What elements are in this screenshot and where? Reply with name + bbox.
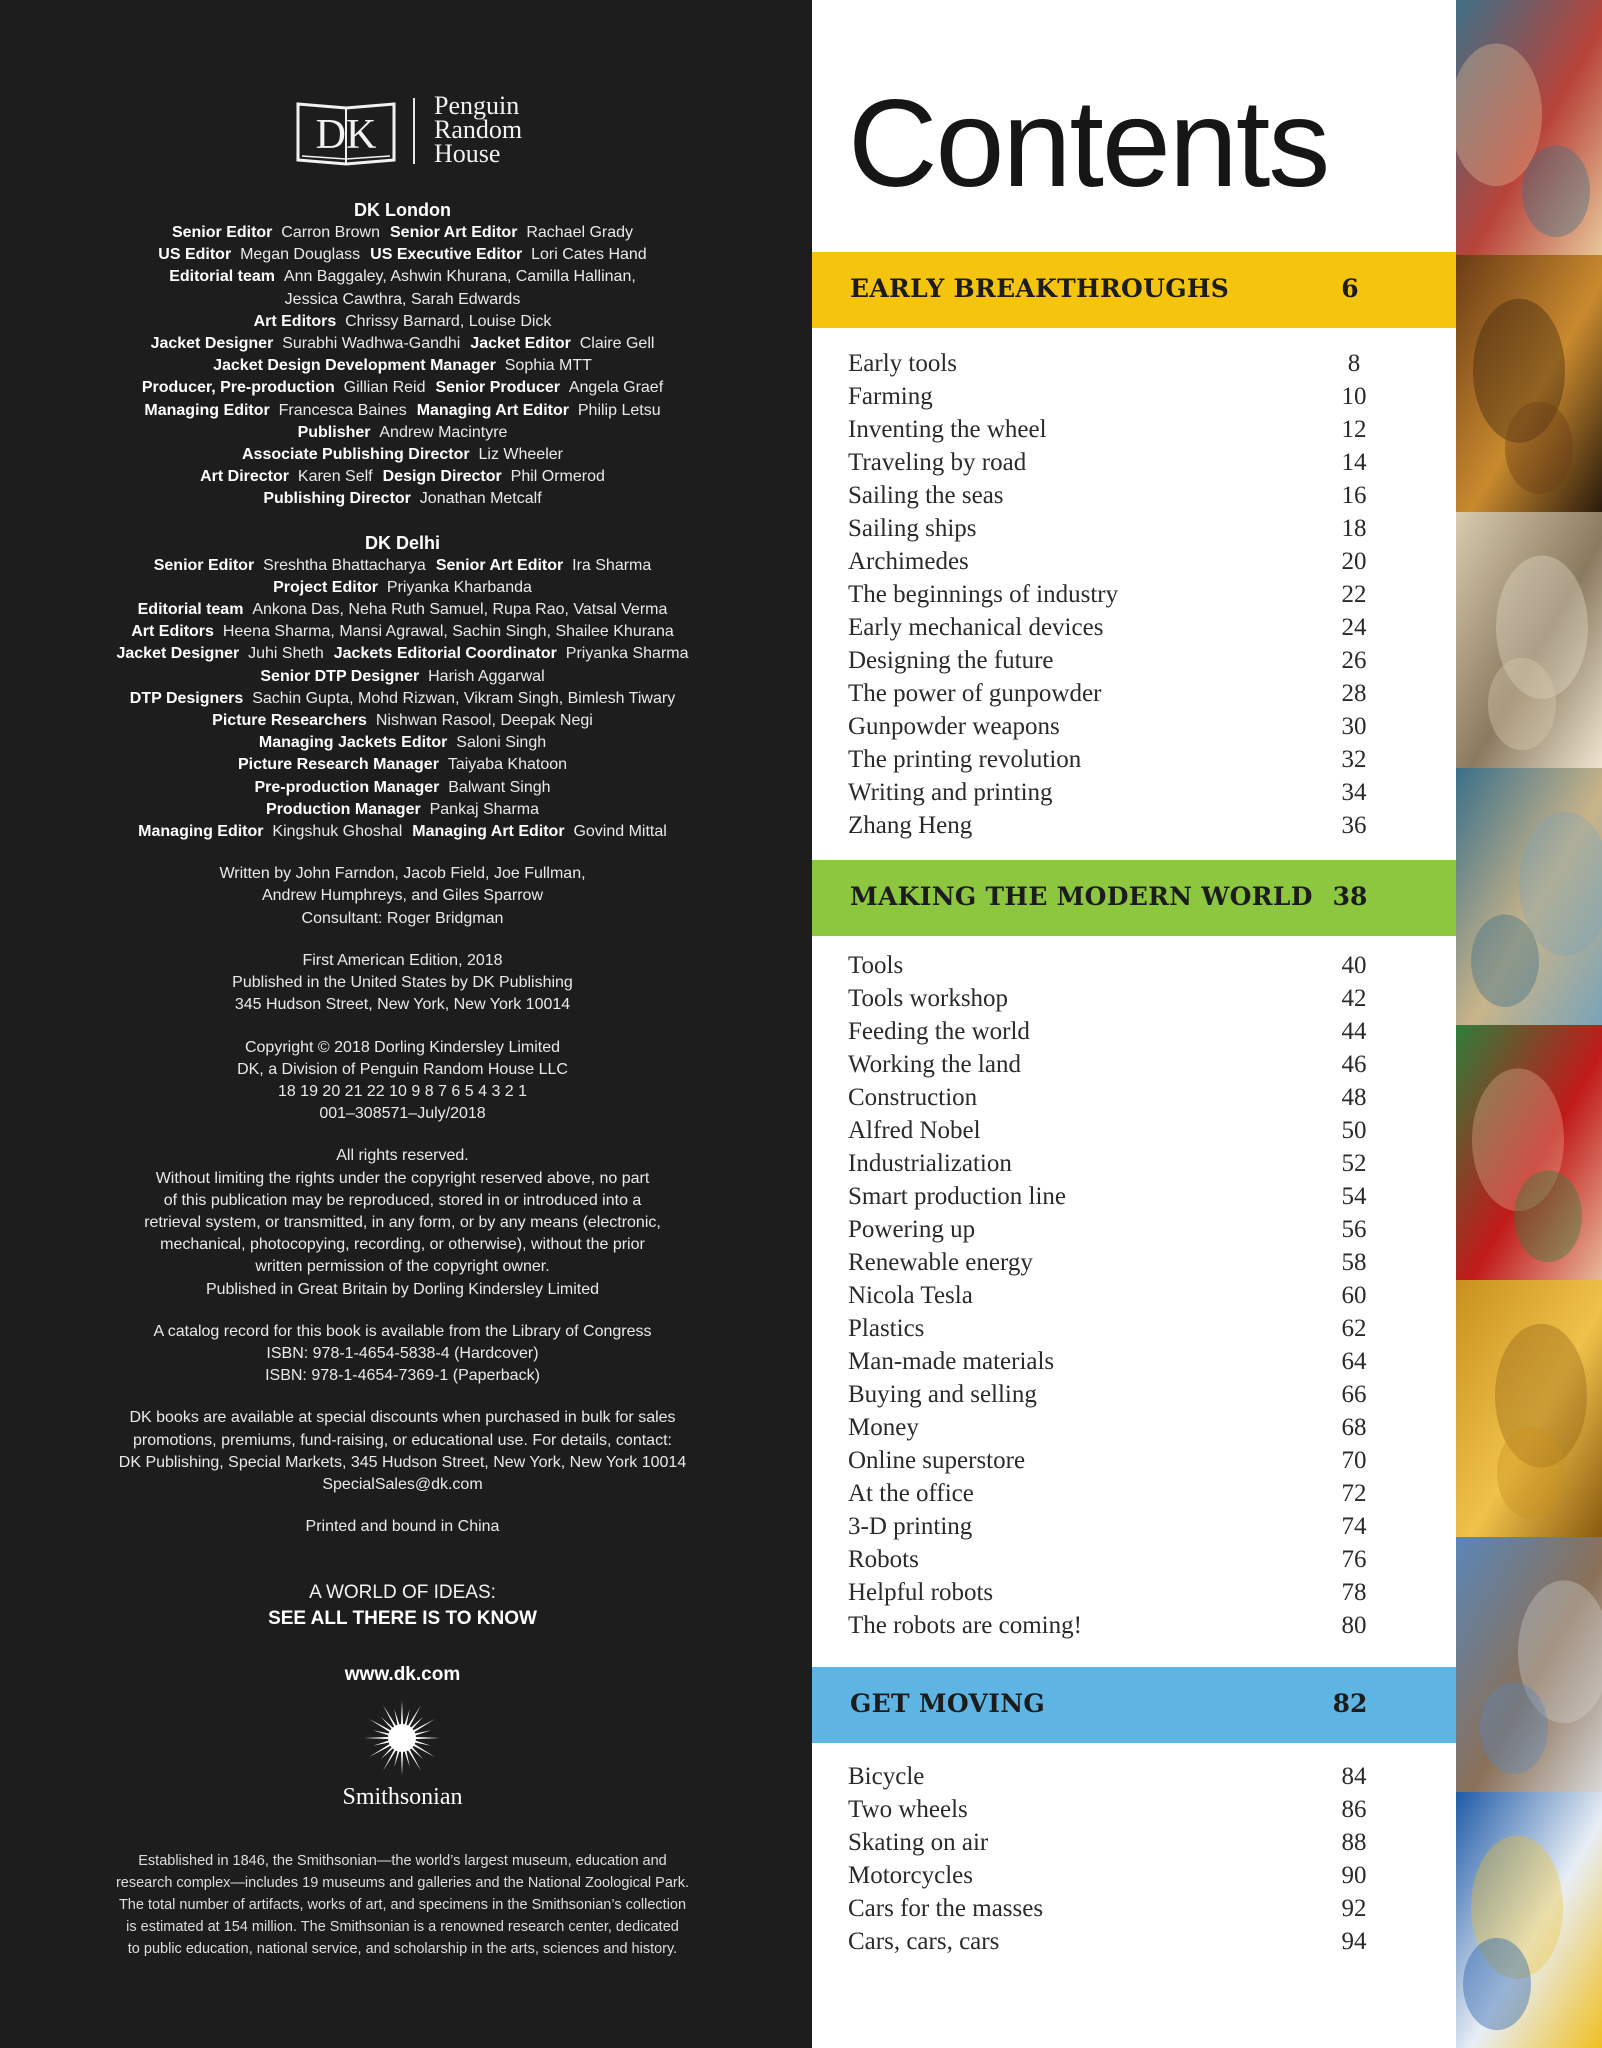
credit-names: Lori Cates Hand [531,246,647,264]
credit-names: Sophia MTT [504,357,592,375]
toc-entry-page: 60 [1341,1282,1367,1309]
imprint-text-line: retrieval system, or transmitted, in any form, or by any means (electronic, [144,1213,661,1231]
imprint-text-line: Published in Great Britain by Dorling Kindersley Limited [205,1280,600,1298]
credit-names: Philip Letsu [577,401,661,419]
toc-entry[interactable] [812,512,1456,545]
toc-entry[interactable] [812,1114,1456,1147]
credit-role: Jackets Editorial Coordinator [333,645,557,663]
credit-line [40,777,765,799]
toc-entry-title: Early mechanical devices [848,614,1104,641]
credit-names: Heena Sharma, Mansi Agrawal, Sachin Singh, Shailee Khurana [222,623,674,641]
credit-role: Pre-production Manager [254,778,440,796]
credit-role: Managing Editor [144,401,270,419]
toc-entry[interactable] [812,1147,1456,1180]
credits-block [40,198,765,1558]
page-title: Contents [848,75,1329,213]
credit-names: Rachael Grady [526,224,634,241]
website-link[interactable]: www.dk.com [344,1664,461,1685]
credit-line [40,643,765,665]
smithsonian-wordmark: Smithsonian [342,1784,463,1810]
credit-names: Ann Baggaley, Ashwin Khurana, Camilla Hallinan, [283,268,636,286]
toc-entry[interactable] [812,1826,1456,1859]
sketch-drawing-image [1456,512,1602,768]
toc-entry-page: 74 [1341,1513,1367,1540]
photo-strip [1456,0,1602,2048]
credit-line [40,466,765,488]
toc-entry-page: 36 [1341,812,1367,839]
credit-role: Senior Editor [171,224,273,241]
toc-entry-title: The printing revolution [848,746,1082,773]
chinese-painting-image [1456,0,1602,255]
toc-entry[interactable] [812,1609,1456,1642]
penguin-random-house-wordmark: Penguin Random House [434,91,523,168]
section-page-number: 38 [1332,882,1368,911]
toc-entry[interactable] [812,982,1456,1015]
toc-entry[interactable] [812,677,1456,710]
credit-role: DTP Designers [129,689,244,707]
tagline-line-2: SEE ALL THERE IS TO KNOW [268,1608,537,1629]
toc-entry[interactable] [812,809,1456,842]
toc-entry-title: At the office [848,1480,974,1507]
credit-line [40,555,765,577]
credit-line [40,355,765,377]
credit-line [40,333,765,355]
credit-names: Karen Self [297,468,373,486]
toc-entry-page: 86 [1341,1796,1367,1823]
toc-entry-title: The power of gunpowder [848,680,1102,707]
toc-entry-title: Writing and printing [848,779,1053,806]
toc-entry-page: 52 [1341,1150,1367,1177]
imprint-text-line: Copyright © 2018 Dorling Kindersley Limited [244,1038,561,1056]
credit-names: Claire Gell [579,335,655,353]
toc-list-making-the-modern-world [812,949,1456,1642]
imprint-text-line: ISBN: 978-1-4654-7369-1 (Paperback) [265,1367,540,1385]
toc-entry-title: Man-made materials [848,1348,1055,1375]
toc-list-get-moving [812,1760,1456,1958]
credit-role: Jacket Editor [470,335,571,353]
section-header-early-breakthroughs[interactable] [812,252,1456,328]
toc-entry-page: 70 [1341,1447,1367,1474]
credit-role: Jacket Design Development Manager [213,357,496,375]
credit-role: Managing Art Editor [412,823,565,841]
toc-entry-page: 66 [1341,1381,1367,1408]
credit-names: Saloni Singh [456,734,547,752]
toc-entry-title: Zhang Heng [848,812,973,839]
smithsonian-note [90,1850,715,1960]
credit-role: Senior Producer [435,379,560,397]
credit-names: Ankona Das, Neha Ruth Samuel, Rupa Rao, Vatsal Verma [252,601,668,619]
toc-entry-page: 48 [1341,1084,1367,1111]
toc-entry[interactable] [812,710,1456,743]
toc-entry-page: 16 [1341,482,1367,509]
credit-role: Managing Jackets Editor [258,734,448,752]
toc-entry-title: Two wheels [848,1796,968,1823]
ketchup-bottle-image [1456,1025,1602,1280]
credit-role: Art Editors [131,623,214,641]
credit-names: Phil Ormerod [510,468,605,486]
toc-entry-title: The beginnings of industry [848,581,1119,608]
credit-line [40,821,765,843]
toc-entry-title: Robots [848,1546,919,1573]
credit-role: Art Editors [253,312,337,330]
toc-entry-title: Gunpowder weapons [848,713,1060,740]
imprint-text-line: SpecialSales@dk.com [322,1475,483,1493]
smithsonian-note-line: The total number of artifacts, works of art, and specimens in the Smithsonian’s collection [118,1897,687,1913]
toc-entry-title: Traveling by road [848,449,1027,476]
toc-entry-page: 34 [1341,779,1367,806]
jet-ski-image [1456,1792,1602,2048]
toc-entry-title: Powering up [848,1216,976,1243]
tagline-line-1: A WORLD OF IDEAS: [309,1582,496,1603]
credit-role: Picture Research Manager [237,756,439,774]
credit-role: Senior Editor [153,556,255,574]
toc-entry-page: 56 [1341,1216,1367,1243]
credit-names: Nishwan Rasool, Deepak Negi [375,712,593,730]
credit-names: Carron Brown [281,224,380,241]
smithsonian-note-line: research complex—includes 19 museums and galleries and the National Zoological Park. [115,1875,690,1891]
toc-entry[interactable] [812,1760,1456,1793]
credit-line [40,377,765,399]
toc-entry-page: 84 [1341,1763,1367,1790]
toc-entry[interactable] [812,1925,1456,1958]
credit-role: US Executive Editor [370,246,523,264]
toc-entry-title: Tools workshop [848,985,1009,1012]
imprint-text-line: First American Edition, 2018 [302,951,503,969]
imprint-text-line: ISBN: 978-1-4654-5838-4 (Hardcover) [266,1344,539,1362]
credits-section-title: DK London [354,200,451,220]
credit-names: Angela Graef [568,379,664,397]
toc-entry-page: 26 [1341,647,1367,674]
toc-entry[interactable] [812,380,1456,413]
toc-entry-title: Helpful robots [848,1579,994,1606]
toc-entry-page: 40 [1341,952,1367,979]
credit-role: Picture Researchers [212,712,367,730]
toc-entry-page: 54 [1341,1183,1367,1210]
toc-entry[interactable] [812,949,1456,982]
credit-names: Priyanka Kharbanda [386,578,532,596]
toc-entry[interactable] [812,1081,1456,1114]
toc-entry-title: 3-D printing [848,1513,973,1540]
toc-entry-page: 78 [1341,1579,1367,1606]
credit-names: Liz Wheeler [478,446,563,464]
credit-names: Pankaj Sharma [429,800,539,818]
toc-entry-title: Industrialization [848,1150,1012,1177]
credit-line [40,488,765,510]
toc-entry-title: Online superstore [848,1447,1026,1474]
toc-entry[interactable] [812,1543,1456,1576]
toc-entry[interactable] [812,479,1456,512]
credit-role: Jacket Designer [150,335,274,353]
credit-names: Taiyaba Khatoon [447,756,568,774]
credit-names: Juhi Sheth [248,645,324,663]
toc-entry[interactable] [812,578,1456,611]
credit-line [40,244,765,266]
dk-penguin-logo [290,91,550,170]
toc-entry[interactable] [812,1793,1456,1826]
imprint-text-line: 001–308571–July/2018 [319,1105,486,1123]
credit-line [40,289,765,311]
toc-entry[interactable] [812,347,1456,380]
imprint-text-line: Without limiting the rights under the copyright reserved above, no part [155,1169,650,1187]
smithsonian-note-line: to public education, national service, and scholarship in the arts, sciences and history. [127,1941,678,1957]
toc-entry-title: The robots are coming! [848,1612,1082,1639]
credit-names: Chrissy Barnard, Louise Dick [345,312,552,330]
toc-entry-page: 88 [1341,1829,1367,1856]
toc-entry-page: 24 [1341,614,1367,641]
credit-role: Managing Art Editor [416,401,569,419]
credit-role: Design Director [382,468,502,486]
toc-entry-page: 30 [1341,713,1367,740]
toc-entry-title: Renewable energy [848,1249,1033,1276]
credit-line [40,754,765,776]
credit-names: Sreshtha Bhattacharya [263,556,426,574]
toc-entry-title: Inventing the wheel [848,416,1047,443]
toc-entry-title: Bicycle [848,1763,925,1790]
toc-entry-title: Nicola Tesla [848,1282,973,1309]
svg-text:DK: DK [315,112,377,158]
credit-role: Project Editor [273,578,379,596]
credit-line [40,799,765,821]
toc-entry-page: 64 [1341,1348,1367,1375]
toc-entry-title: Buying and selling [848,1381,1037,1408]
credit-line [40,599,765,621]
toc-entry-page: 14 [1341,449,1367,476]
credit-role: Senior Art Editor [435,556,564,574]
toc-entry[interactable] [812,1892,1456,1925]
credit-line [40,444,765,466]
toc-entry-title: Tools [848,952,904,979]
toc-entry-title: Skating on air [848,1829,989,1856]
credit-line [40,621,765,643]
section-title: EARLY BREAKTHROUGHS [850,274,1230,303]
toc-entry-title: Motorcycles [848,1862,973,1889]
credit-names: Jessica Cawthra, Sarah Edwards [284,290,521,308]
credit-line [40,732,765,754]
toc-entry-page: 62 [1341,1315,1367,1342]
nobel-medal-image [1456,1280,1602,1537]
smithsonian-note-line: is estimated at 154 million. The Smithsonian is a renowned research center, dedicated [126,1919,679,1935]
toc-entry-page: 22 [1341,581,1367,608]
toc-entry[interactable] [812,1859,1456,1892]
section-header-making-the-modern-world[interactable] [812,860,1456,936]
toc-entry-title: Construction [848,1084,978,1111]
smithsonian-note-line: Established in 1846, the Smithsonian—the world’s largest museum, education and [138,1853,667,1869]
toc-entry[interactable] [812,1576,1456,1609]
imprint-text-line: of this publication may be reproduced, stored in or introduced into a [163,1191,642,1209]
toc-entry[interactable] [812,1279,1456,1312]
toc-entry[interactable] [812,1312,1456,1345]
credit-names: Jonathan Metcalf [419,490,542,508]
credit-line [40,666,765,688]
section-header-get-moving[interactable] [812,1667,1456,1743]
imprint-text-line: mechanical, photocopying, recording, or otherwise), without the prior [160,1236,645,1254]
credit-line [40,688,765,710]
credit-role: Jacket Designer [116,645,240,663]
toc-entry[interactable] [812,1477,1456,1510]
credit-role: Art Director [200,468,289,486]
credit-line [40,577,765,599]
section-title: MAKING THE MODERN WORLD [850,882,1313,911]
toc-entry-page: 72 [1341,1480,1367,1507]
credit-role: Production Manager [266,800,421,818]
imprint-text-line: DK Publishing, Special Markets, 345 Hudson Street, New York, New York 10014 [118,1453,687,1471]
credit-role: Editorial team [137,601,244,619]
imprint-text-line: Andrew Humphreys, and Giles Sparrow [261,887,543,905]
toc-entry[interactable] [812,446,1456,479]
toc-entry-page: 32 [1341,746,1367,773]
imprint-text-line: Consultant: Roger Bridgman [301,909,504,927]
imprint-text-line: 18 19 20 21 22 10 9 8 7 6 5 4 3 2 1 [277,1082,528,1100]
toc-entry[interactable] [812,1444,1456,1477]
toc-entry[interactable] [812,1246,1456,1279]
toc-entry[interactable] [812,545,1456,578]
toc-entry-page: 80 [1341,1612,1367,1639]
credit-names: Govind Mittal [573,823,667,841]
credit-role: Producer, Pre-production [141,379,335,397]
logo-divider [413,98,415,164]
toc-entry-page: 28 [1341,680,1367,707]
credit-role: US Editor [158,246,232,264]
toc-entry-page: 42 [1341,985,1367,1012]
toc-entry-page: 50 [1341,1117,1367,1144]
toc-entry-page: 94 [1341,1928,1367,1955]
credit-names: Gillian Reid [343,379,426,397]
credit-names: Surabhi Wadhwa-Gandhi [282,335,461,353]
credit-role: Associate Publishing Director [242,446,470,464]
toc-entry-page: 8 [1347,350,1361,377]
toc-entry-title: Sailing ships [848,515,977,542]
toc-entry[interactable] [812,743,1456,776]
credit-names: Ira Sharma [572,556,652,574]
section-page-number: 82 [1332,1689,1368,1718]
credit-line [40,400,765,422]
toc-entry-title: Cars for the masses [848,1895,1044,1922]
toc-entry-page: 76 [1341,1546,1367,1573]
credit-role: Senior Art Editor [390,224,518,241]
credit-names: Harish Aggarwal [428,667,545,685]
mountain-biker-image [1456,1537,1602,1792]
credit-names: Priyanka Sharma [565,645,689,663]
imprint-text-line: DK books are available at special discounts when purchased in bulk for sales [129,1409,676,1427]
toc-entry[interactable] [812,1510,1456,1543]
credit-role: Publisher [297,423,371,441]
toc-entry-page: 12 [1341,416,1367,443]
credit-names: Balwant Singh [448,778,551,796]
toc-entry-page: 92 [1341,1895,1367,1922]
toc-entry[interactable] [812,1378,1456,1411]
toc-entry-title: Farming [848,383,933,410]
toc-entry-title: Cars, cars, cars [848,1928,1000,1955]
toc-entry-title: Early tools [848,350,958,377]
toc-entry[interactable] [812,1048,1456,1081]
section-title: GET MOVING [850,1689,1046,1718]
toc-entry-page: 58 [1341,1249,1367,1276]
credit-role: Editorial team [169,268,275,286]
toc-entry-page: 20 [1341,548,1367,575]
prayer-wheel-image [1456,255,1602,512]
credit-names: Andrew Macintyre [379,423,508,441]
credit-line [40,266,765,288]
toc-entry[interactable] [812,1411,1456,1444]
imprint-text-line: Published in the United States by DK Publishing [232,974,573,992]
toc-entry[interactable] [812,1345,1456,1378]
imprint-text-line: 345 Hudson Street, New York, New York 10014 [234,996,571,1014]
credit-role: Publishing Director [263,490,411,508]
credit-names: Sachin Gupta, Mohd Rizwan, Vikram Singh, Bimlesh Tiwary [252,689,676,707]
toc-entry-page: 90 [1341,1862,1367,1889]
contents-page [812,0,1456,2048]
credit-line [40,710,765,732]
imprint-text-line: written permission of the copyright owner. [255,1258,550,1276]
credit-role: Managing Editor [138,823,264,841]
credit-role: Senior DTP Designer [260,667,420,685]
toc-entry-page: 46 [1341,1051,1367,1078]
toc-entry[interactable] [812,1180,1456,1213]
toc-entry-title: Money [848,1414,919,1441]
toc-entry-title: Sailing the seas [848,482,1004,509]
credit-line [40,222,765,244]
dk-tagline [40,1580,765,1632]
toc-entry-page: 18 [1341,515,1367,542]
credit-names: Megan Douglass [240,246,361,264]
toc-entry-page: 68 [1341,1414,1367,1441]
imprint-text-line: Printed and bound in China [305,1518,500,1536]
toc-entry-page: 44 [1341,1018,1367,1045]
credit-names: Francesca Baines [278,401,407,419]
toc-entry-title: Alfred Nobel [848,1117,981,1144]
toc-entry-page: 10 [1341,383,1367,410]
imprint-text-line: Written by John Farndon, Jacob Field, Joe Fullman, [219,865,586,883]
building-facade-image [1456,768,1602,1025]
toc-entry[interactable] [812,644,1456,677]
toc-entry[interactable] [812,776,1456,809]
toc-entry-title: Feeding the world [848,1018,1030,1045]
dk-book-icon [294,96,398,166]
imprint-text-line: promotions, premiums, fund-raising, or educational use. For details, contact: [133,1431,672,1449]
imprint-text-line: DK, a Division of Penguin Random House LLC [237,1060,568,1078]
toc-entry-title: Archimedes [848,548,969,575]
toc-list-early-breakthroughs [812,347,1456,842]
toc-entry-title: Smart production line [848,1183,1067,1210]
imprint-text-line: A catalog record for this book is available from the Library of Congress [153,1322,652,1340]
toc-entry[interactable] [812,611,1456,644]
credit-line [40,422,765,444]
credit-names: Kingshuk Ghoshal [272,823,403,841]
toc-entry-title: Working the land [848,1051,1021,1078]
imprint-text-line: All rights reserved. [336,1147,469,1165]
credits-section-title: DK Delhi [364,532,440,553]
section-page-number: 6 [1341,274,1359,303]
credit-line [40,311,765,333]
toc-entry-title: Designing the future [848,647,1054,674]
smithsonian-sun-icon [362,1698,442,1778]
toc-entry[interactable] [812,413,1456,446]
toc-entry-title: Plastics [848,1315,925,1342]
toc-entry[interactable] [812,1213,1456,1246]
toc-entry[interactable] [812,1015,1456,1048]
